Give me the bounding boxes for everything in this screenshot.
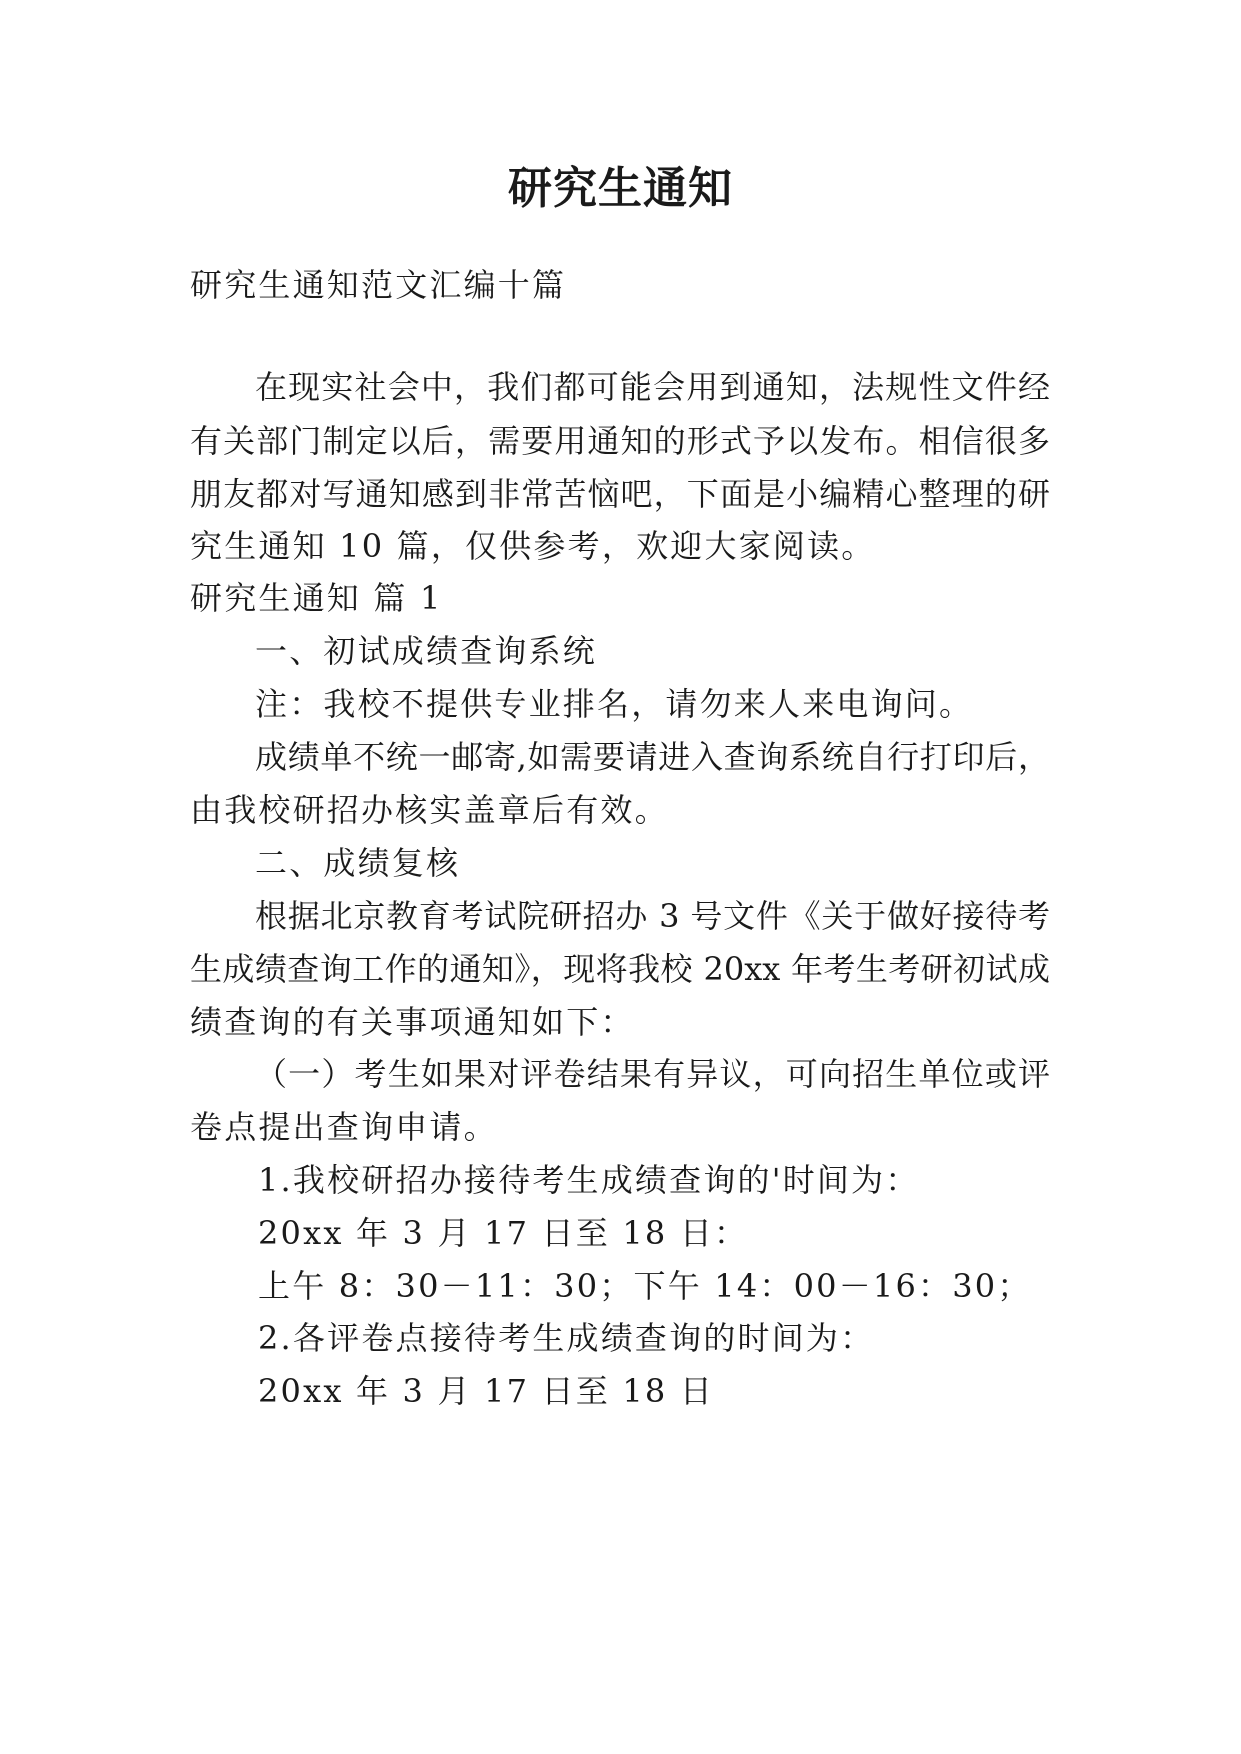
list-item: 2.各评卷点接待考生成绩查询的时间为： bbox=[258, 1319, 875, 1357]
section-heading: 研究生通知 篇 1 bbox=[190, 579, 443, 617]
paragraph-line: 由我校研招办核实盖章后有效。 bbox=[190, 791, 669, 829]
paragraph-line: 根据北京教育考试院研招办 3 号文件《关于做好接待考 bbox=[255, 897, 1050, 935]
list-item-detail: 上午 8：30－11：30；下午 14：00－16：30； bbox=[258, 1267, 1032, 1305]
paragraph-line: 成绩单不统一邮寄,如需要请进入查询系统自行打印后， bbox=[255, 738, 1050, 776]
paragraph-line: 注：我校不提供专业排名，请勿来人来电询问。 bbox=[255, 685, 974, 723]
paragraph-line: 卷点提出查询申请。 bbox=[190, 1108, 498, 1146]
list-item: 1.我校研招办接待考生成绩查询的'时间为： bbox=[258, 1161, 920, 1199]
paragraph-line: 在现实社会中，我们都可能会用到通知，法规性文件经 bbox=[255, 368, 1050, 406]
list-item-detail: 20xx 年 3 月 17 日至 18 日： bbox=[258, 1214, 749, 1252]
paragraph-line: 有关部门制定以后，需要用通知的形式予以发布。相信很多 bbox=[190, 422, 1050, 460]
paragraph-line: （一）考生如果对评卷结果有异议，可向招生单位或评 bbox=[255, 1055, 1050, 1093]
paragraph-line: 究生通知 10 篇，仅供参考，欢迎大家阅读。 bbox=[190, 527, 876, 565]
document-title: 研究生通知 bbox=[508, 163, 733, 214]
list-item-detail: 20xx 年 3 月 17 日至 18 日 bbox=[258, 1372, 715, 1410]
paragraph-line: 朋友都对写通知感到非常苦恼吧，下面是小编精心整理的研 bbox=[190, 475, 1050, 513]
subsection-heading: 二、成绩复核 bbox=[255, 844, 461, 882]
subsection-heading: 一、初试成绩查询系统 bbox=[255, 632, 598, 670]
paragraph-line: 绩查询的有关事项通知如下： bbox=[190, 1003, 635, 1041]
paragraph-line: 生成绩查询工作的通知》，现将我校 20xx 年考生考研初试成 bbox=[190, 950, 1050, 988]
document-subtitle: 研究生通知范文汇编十篇 bbox=[190, 266, 567, 304]
